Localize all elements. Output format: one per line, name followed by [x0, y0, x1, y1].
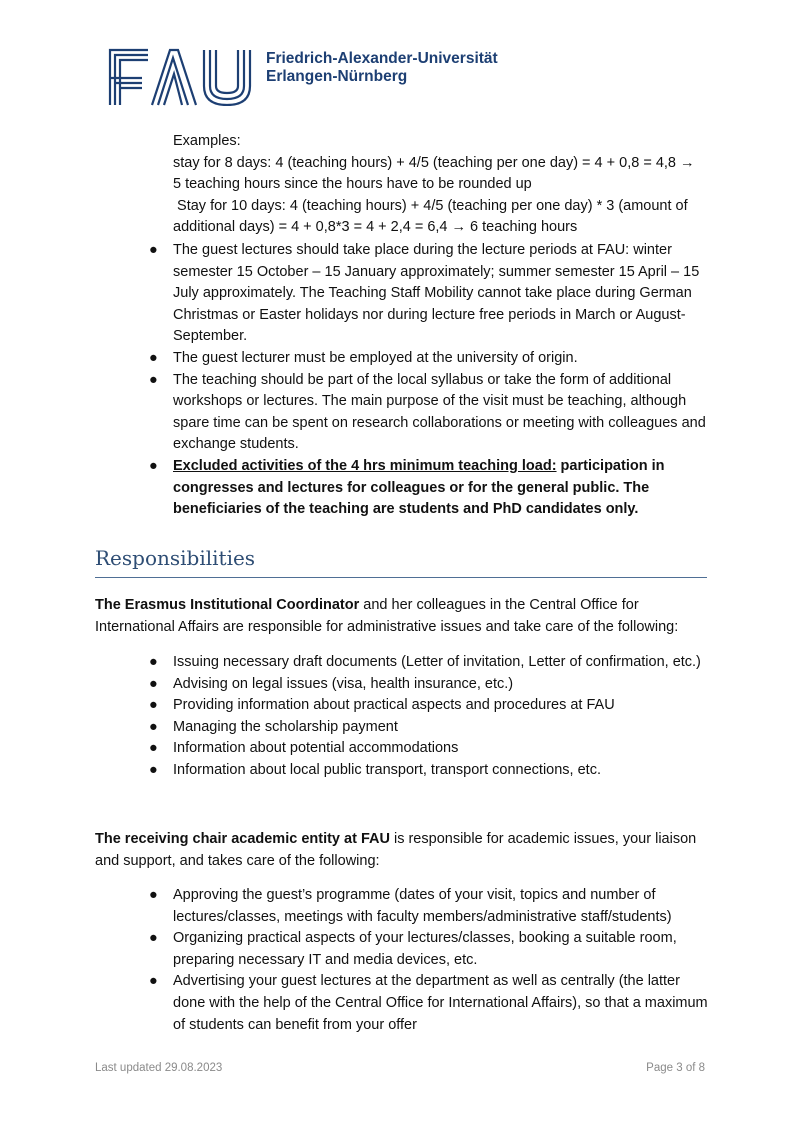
bullet-icon: ● — [149, 675, 158, 692]
chair-text: is responsible for academic issues, your liaison and support, and takes care of the following: — [95, 831, 697, 869]
coordinator-text: and her colleagues in the Central Office for International Affairs are responsible for administrative issues and take care of the following: — [95, 597, 679, 635]
coordinator-paragraph — [95, 595, 707, 638]
list-item: ● The teaching should be part of the local syllabus or take the form of additional workshops or lectures. The main purpose of the visit must be teaching, although spare time can be spent on research collaborations or meeting with colleagues and exchange students. — [149, 371, 706, 453]
heading-rule — [95, 577, 707, 578]
list-item: ● Organizing practical aspects of your lectures/classes, booking a suitable room, preparing necessary IT and media devices, etc. — [149, 930, 677, 968]
list-item: ● Information about local public transport, transport connections, etc. — [0, 760, 708, 782]
list-item: ● Approving the guest’s programme (dates of your visit, topics and number of lectures/classes, meetings with faculty members/administrative staff/students) — [149, 887, 672, 925]
bullet-icon: ● — [149, 887, 158, 903]
examples-line: additional days) = 4 + 0,8*3 = 4 + 2,4 = 6,4 → 6 teaching hours — [173, 219, 578, 236]
bullet-icon: ● — [149, 930, 158, 947]
list-item: ● The guest lectures should take place during the lecture periods at FAU: winter semester 15 October – 15 January approximately; summer semester 15 April – 15 July approximately. The Teaching Staff Mobility cannot take place during German Christmas or Easter holidays nor during lecture free periods in March or August-September. — [149, 242, 700, 345]
coordinator-list — [0, 652, 800, 782]
examples-block — [173, 131, 708, 239]
chair-label: The receiving chair academic entity at FAU — [95, 831, 390, 847]
list-item: ● Managing the scholarship payment — [0, 717, 708, 739]
university-name-line2: Erlangen-Nürnberg — [266, 68, 408, 85]
footer-last-updated: Last updated 29.08.2023 — [95, 1062, 223, 1074]
chair-paragraph — [95, 829, 707, 872]
list-item: ● Advising on legal issues (visa, health insurance, etc.) — [0, 674, 708, 696]
list-item-excluded — [0, 456, 708, 521]
rules-list — [0, 240, 800, 521]
footer-page-number: Page 3 of 8 — [646, 1062, 705, 1074]
bullet-icon: ● — [149, 371, 158, 388]
list-item: ● Providing information about practical aspects and procedures at FAU — [0, 695, 708, 717]
bullet-icon: ● — [149, 242, 158, 258]
bullet-icon: ● — [149, 349, 158, 366]
bullet-icon: ● — [149, 718, 158, 735]
examples-line: stay for 8 days: 4 (teaching hours) + 4/5 (teaching per one day) = 4 + 0,8 = 4,8 → — [173, 154, 695, 171]
bullet-icon: ● — [149, 697, 158, 714]
examples-heading: Examples: — [173, 133, 241, 149]
examples-line: 5 teaching hours since the hours have to be rounded up — [173, 176, 532, 193]
list-item: ● Information about potential accommodations — [0, 738, 708, 760]
bullet-icon: ● — [149, 740, 158, 757]
fau-logo — [108, 48, 254, 106]
excluded-label: Excluded activities of the 4 hrs minimum teaching load: — [173, 457, 557, 474]
list-item: ● Issuing necessary draft documents (Letter of invitation, Letter of confirmation, etc.) — [0, 652, 708, 674]
bullet-icon: ● — [149, 457, 158, 474]
university-name — [266, 50, 498, 86]
bullet-icon: ● — [149, 761, 158, 778]
list-item: ● Advertising your guest lectures at the department as well as centrally (the latter done with the help of the Central Office for International Affairs), so that a maximum of students can benefit from your offer — [149, 973, 708, 1033]
university-name-line1: Friedrich-Alexander-Universität — [266, 50, 498, 67]
list-item: ● The guest lecturer must be employed at the university of origin. — [0, 348, 708, 370]
chair-list — [0, 885, 800, 1036]
excluded-text: participation in congresses and lectures for colleagues or for the general public. The beneficiaries of the teaching are students and PhD candidates only. — [173, 457, 665, 518]
bullet-icon: ● — [149, 973, 158, 990]
examples-line: Stay for 10 days: 4 (teaching hours) + 4/5 (teaching per one day) * 3 (amount of — [173, 197, 688, 214]
section-title: Responsibilities — [95, 546, 256, 570]
bullet-icon: ● — [149, 654, 158, 670]
coordinator-label: The Erasmus Institutional Coordinator — [95, 597, 360, 613]
